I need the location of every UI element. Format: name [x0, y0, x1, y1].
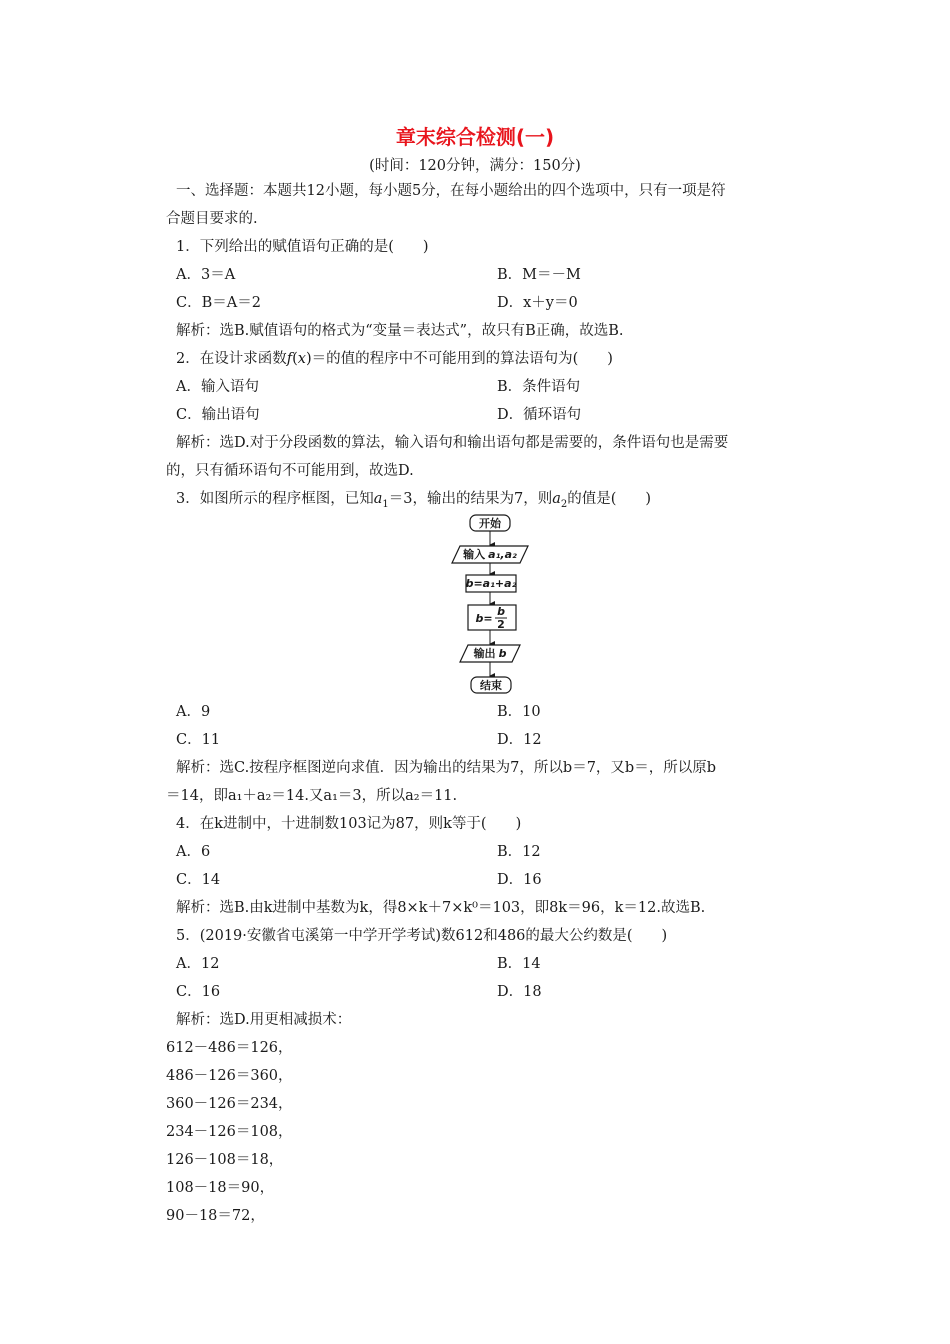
section-intro-line-2: 合题目要求的. [166, 211, 258, 227]
q4-option-a: A．6 [176, 844, 211, 860]
q2-option-c: C．输出语句 [176, 407, 260, 423]
q1-option-d: D．x＋y＝0 [497, 295, 578, 311]
q2-analysis-line-2: 的，只有循环语句不可能用到，故选D. [166, 463, 414, 479]
flow-output-label [473, 646, 507, 660]
q5-step: 486－126＝360， [166, 1068, 293, 1084]
flow-output-word: 输出 [473, 647, 496, 660]
q5-option-d: D．18 [497, 984, 542, 1000]
q1-option-c: C．B＝A＝2 [176, 295, 261, 311]
question-1-stem: 1．下列给出的赋值语句正确的是( ) [176, 239, 429, 255]
flow-half-left: b= [475, 612, 493, 625]
question-3-stem: 3．如图所示的程序框图，已知$a_1=3$，输出的结果为7，则$a_2$的值是( ) [176, 491, 652, 510]
flow-input-word: 输入 [463, 548, 486, 561]
flow-half-den: 2 [497, 618, 505, 631]
flowchart [440, 512, 560, 698]
q5-option-b: B．14 [497, 956, 541, 972]
flow-start-label: 开始 [479, 517, 501, 530]
q3-option-b: B．10 [497, 704, 541, 720]
q3-option-d: D．12 [497, 732, 542, 748]
q3-stem-a2: a [552, 491, 561, 507]
q2-option-a: A．输入语句 [176, 379, 259, 395]
q5-step: 360－126＝234， [166, 1096, 293, 1112]
question-2-stem [176, 349, 613, 369]
question-5-stem: 5．(2019·安徽省屯溪第一中学开学考试)数612和486的最大公约数是( ) [176, 928, 668, 944]
q4-option-c: C．14 [176, 872, 221, 888]
q5-option-c: C．16 [176, 984, 221, 1000]
q3-stem-part: 3．如图所示的程序框图，已知 [176, 491, 374, 507]
q3-option-c: C．11 [176, 732, 221, 748]
q5-option-a: A．12 [176, 956, 220, 972]
q2-stem-f: f [286, 351, 293, 367]
q5-step: 108－18＝90， [166, 1180, 275, 1196]
q2-stem-part: ( [292, 351, 298, 367]
q3-stem-part: 的值是( ) [567, 491, 652, 507]
q5-step: 234－126＝108， [166, 1124, 293, 1140]
q2-stem-x: x [297, 351, 306, 367]
q3-stem-part: ＝3，输出的结果为7，则 [388, 491, 553, 507]
q5-step: 126－108＝18， [166, 1152, 284, 1168]
q5-step: 612－486＝126， [166, 1040, 293, 1056]
q1-option-a: A．3＝A [176, 267, 236, 283]
question-4-stem: 4．在k进制中，十进制数103记为87，则k等于( ) [176, 816, 522, 832]
flow-end-label: 结束 [480, 679, 502, 692]
q2-stem-part: 2．在设计求函数 [176, 351, 287, 367]
q4-option-b: B．12 [497, 844, 541, 860]
section-intro-line-1: 一、选择题：本题共12小题，每小题5分，在每小题给出的四个选项中，只有一项是符 [176, 183, 726, 199]
q1-option-b: B．M＝－M [497, 267, 581, 283]
q3-analysis-line-2: ＝14，即a₁＋a₂＝14.又a₁＝3，所以a₂＝11. [166, 788, 458, 804]
q5-analysis: 解析：选D.用更相减损术： [176, 1012, 352, 1028]
q1-analysis: 解析：选B.赋值语句的格式为“变量＝表达式”，故只有B正确，故选B. [176, 323, 624, 339]
q2-stem-part: )＝的值的程序中不可能用到的算法语句为( ) [305, 351, 613, 367]
flow-input-vars: a₁,a₂ [488, 548, 517, 561]
q3-stem-a1: a [373, 491, 383, 507]
q4-option-d: D．16 [497, 872, 542, 888]
q4-analysis: 解析：选B.由k进制中基数为k，得8×k＋7×k⁰＝103，即8k＝96，k＝12.故选B. [176, 900, 706, 916]
flow-sum-label: b=a₁+a₂ [465, 577, 517, 590]
flow-input-label [462, 547, 517, 561]
q5-step: 90－18＝72， [166, 1208, 265, 1224]
page-title: 章末综合检测(一) [395, 125, 555, 149]
exam-info: (时间：120分钟，满分：150分) [369, 158, 581, 174]
q2-option-b: B．条件语句 [497, 379, 581, 395]
flow-output-var: b [498, 647, 507, 660]
q3-analysis-line-1: 解析：选C.按程序框图逆向求值．因为输出的结果为7，所以b＝7，又b＝，所以原b [176, 760, 716, 776]
q2-analysis-line-1: 解析：选D.对于分段函数的算法，输入语句和输出语句都是需要的，条件语句也是需要 [176, 435, 729, 451]
q3-option-a: A．9 [176, 704, 211, 720]
flow-half-num: b [497, 605, 505, 618]
q2-option-d: D．循环语句 [497, 407, 582, 423]
